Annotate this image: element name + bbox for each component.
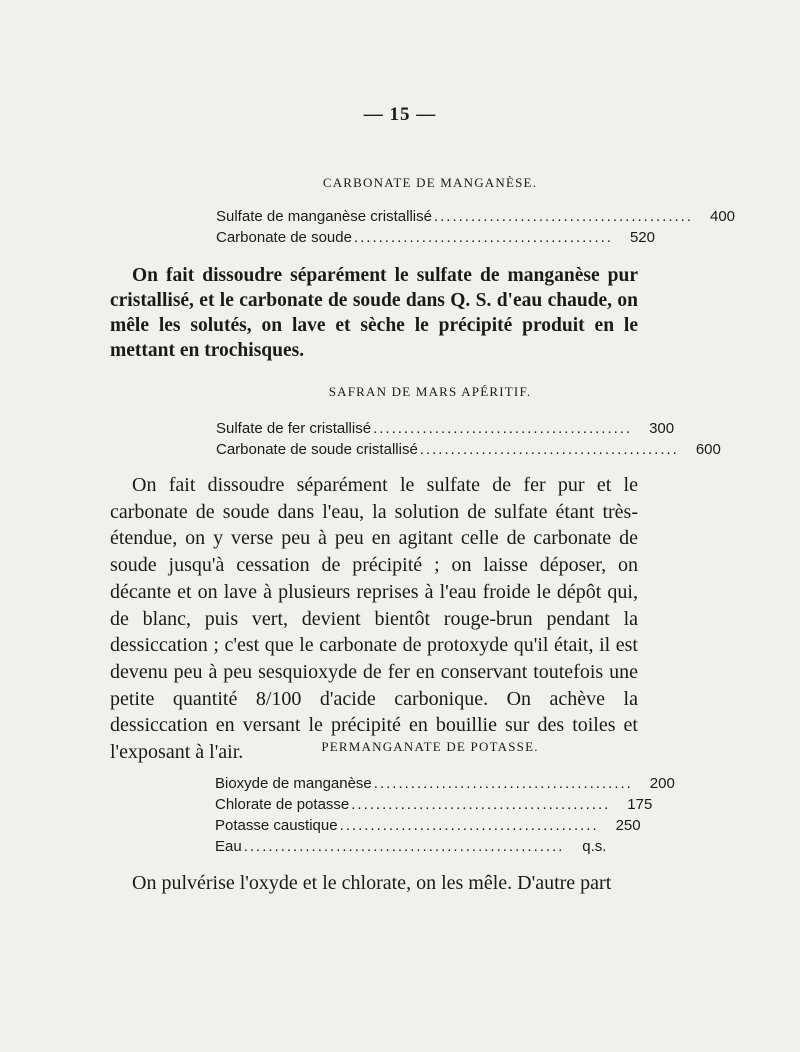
ingredient-name: Carbonate de soude [216,229,352,246]
paragraph-safran-de-mars: On fait dissoudre séparément le sulfate de fer pur et le carbonate de soude dans l'eau, la solution de sulfate étant très-étendue, on y verse peu à peu en agitant celle de carbonate de soude jusqu'à cessation de précipité ; on laisse déposer, on décante et on lave à plusieurs reprises à l'eau froide le dépôt qui, de blanc, puis vert, devient bientôt rouge-brun pendant la dessiccation ; c'est que le carbonate de protoxyde qu'il était, il est devenu peu à peu sesquioxyde de fer en conservant toutefois une petite quantité 8/100 d'acide carbonique. On achève la dessiccation en versant le précipité en bouillie sur des toiles et l'exposant à l'air. [110,474,638,764]
ingredient-quantity: q.s. [582,838,607,855]
ingredient-row [216,227,655,248]
leader-dots: .......................................... [339,817,599,834]
ingredient-quantity: 200 [649,775,675,792]
ingredient-row [215,815,641,836]
ingredient-quantity: 400 [709,208,736,225]
ingredient-row [215,773,675,794]
leader-dots: .......................................... [351,796,611,813]
ingredient-row [216,439,721,460]
ingredient-name: Sulfate de fer cristallisé [216,420,372,437]
leader-dots: .......................................... [373,775,633,792]
section-heading-permanganate: PERMANGANATE DE POTASSE. [321,739,539,754]
ingredient-name: Chlorate de potasse [215,796,350,813]
ingredient-quantity: 250 [615,817,641,834]
recipe-carbonate-manganese [216,206,736,248]
recipe-permanganate [215,773,675,857]
ingredient-name: Carbonate de soude cristallisé [216,441,418,458]
ingredient-row [216,418,675,439]
ingredient-name: Sulfate de manganèse cristallisé [216,208,432,225]
ingredient-quantity: 300 [649,420,675,437]
section-heading-safran-de-mars: SAFRAN DE MARS APÉRITIF. [328,384,532,399]
leader-dots: .......................................... [433,208,694,225]
leader-dots: .......................................... [373,420,633,437]
ingredient-name: Potasse caustique [215,817,338,834]
recipe-safran-de-mars [216,418,721,460]
section-heading-carbonate-manganese: CARBONATE DE MANGANÈSE. [322,175,538,190]
ingredient-quantity: 175 [627,796,653,813]
leader-dots: .......................................... [419,441,679,458]
ingredient-name: Bioxyde de manganèse [215,775,372,792]
ingredient-row [215,794,653,815]
ingredient-name: Eau [215,838,242,855]
leader-dots: .................................................... [243,838,565,855]
paragraph-permanganate: On pulvérise l'oxyde et le chlorate, on les mêle. D'autre part [132,872,612,894]
ingredient-row [216,206,736,227]
page-number: — 15 — [363,104,437,125]
leader-dots: .......................................... [353,229,613,246]
ingredient-quantity: 520 [629,229,655,246]
paragraph-carbonate-manganese: On fait dissoudre séparément le sulfate de manganèse pur cristallisé, et le carbonate de soude dans Q. S. d'eau chaude, on mêle les solutés, on lave et sèche le précipité produit en le mettant en trochisques. [110,265,638,361]
ingredient-row [215,836,607,857]
ingredient-quantity: 600 [695,441,721,458]
